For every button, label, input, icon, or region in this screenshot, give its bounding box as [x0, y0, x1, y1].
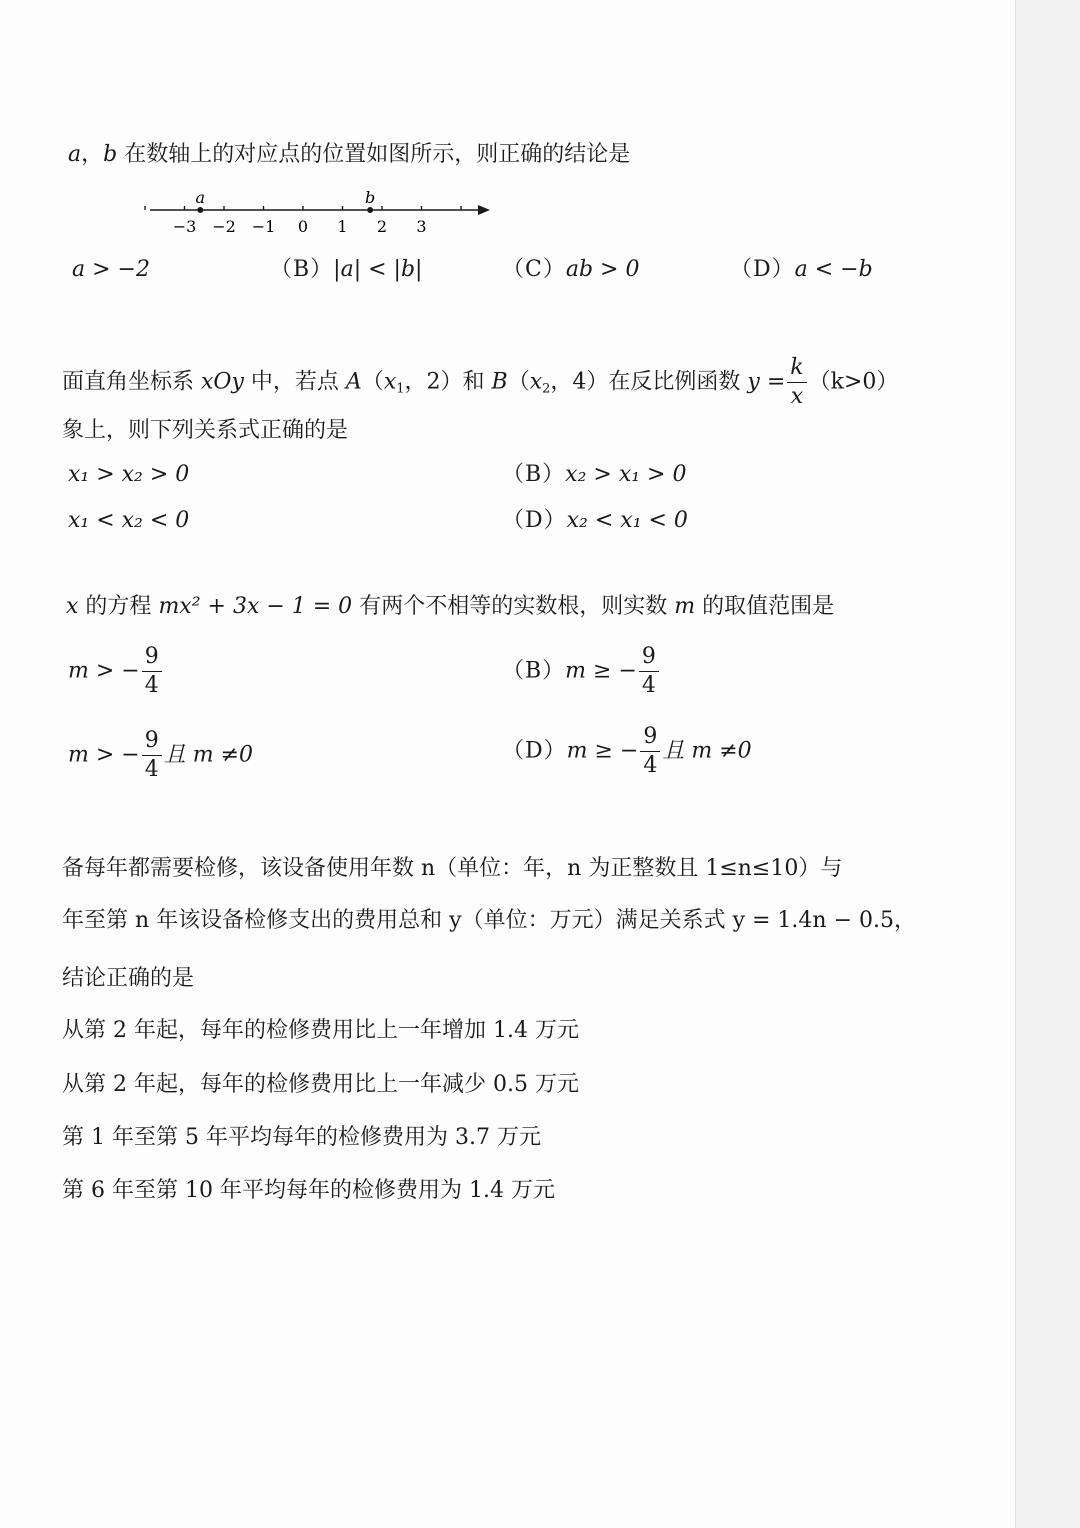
frac-num: 9 — [142, 730, 162, 756]
option-b-label: （B） — [270, 257, 334, 282]
option-d-label: （D） — [502, 508, 567, 533]
q3-option-a-text: m > − — [68, 658, 140, 684]
option-b-label: （B） — [502, 462, 566, 487]
q4-stem-line2: 年至第 n 年该设备检修支出的费用总和 y（单位：万元）满足关系式 y = 1.4n − 0.5， — [62, 908, 916, 933]
frac-den: 4 — [144, 757, 159, 782]
option-c-label: （C） — [502, 257, 566, 282]
option-d-label: （D） — [502, 738, 567, 764]
q2-option-d-text: x₂ < x₁ < 0 — [566, 508, 688, 533]
axis-tick-label: −2 — [212, 217, 236, 236]
fraction-9-over-4 — [142, 730, 162, 781]
q2-text: （ — [361, 369, 384, 395]
var-x: x — [66, 594, 79, 619]
q2-option-b-text: x₂ > x₁ > 0 — [565, 462, 687, 487]
q1-option-b — [270, 255, 422, 285]
point-a-dot — [197, 207, 203, 213]
q3-option-b-text: m ≥ − — [565, 658, 637, 684]
q3-option-c-text: m > − — [68, 742, 140, 768]
frac-num: k — [787, 357, 806, 383]
q2-option-d — [502, 506, 688, 536]
q3-option-a — [68, 646, 164, 697]
axis-tick-label: 1 — [337, 217, 348, 236]
q2-stem-line1 — [62, 357, 898, 408]
axis-tick-label: 2 — [376, 217, 388, 236]
subscript: 2 — [542, 381, 551, 397]
frac-den: x — [790, 384, 804, 409]
var-x: x — [529, 369, 543, 395]
var-a: a — [68, 142, 82, 167]
q3-text: 的方程 — [85, 594, 152, 619]
frac-num: 9 — [142, 646, 162, 672]
point-a-name: A — [345, 369, 362, 395]
q1-option-b-text: |a| < |b| — [333, 257, 423, 282]
q4-option-d: 第 6 年至第 10 年平均每年的检修费用为 1.4 万元 — [62, 1178, 555, 1203]
q3-option-c — [68, 730, 253, 781]
q1-stem-text: 在数轴上的对应点的位置如图所示，则正确的结论是 — [124, 142, 631, 167]
number-line-diagram — [140, 188, 500, 242]
q1-option-d — [730, 255, 873, 285]
func-y: y = — [747, 369, 786, 395]
point-b-name: B — [491, 369, 508, 395]
q1-option-d-text: a < −b — [794, 257, 873, 282]
axis-tick-label: 3 — [416, 217, 427, 236]
option-d-label: （D） — [730, 257, 795, 282]
var-x: x — [383, 369, 397, 395]
fraction-k-over-x — [787, 357, 806, 408]
q1-option-c-text: ab > 0 — [565, 257, 640, 282]
fraction-9-over-4 — [640, 726, 660, 777]
q2-xoy: xOy — [201, 369, 244, 395]
q4-option-c: 第 1 年至第 5 年平均每年的检修费用为 3.7 万元 — [62, 1125, 541, 1150]
var-m: m — [674, 594, 696, 619]
q2-text: 面直角坐标系 — [62, 369, 195, 395]
frac-den: 4 — [643, 753, 658, 778]
q1-option-a-text: a > −2 — [72, 257, 150, 282]
q2-text: （ — [507, 369, 530, 395]
q2-condition: （k>0） — [808, 369, 899, 395]
fraction-9-over-4 — [142, 646, 162, 697]
q3-option-c-cond: 且 m ≠0 — [163, 742, 253, 768]
var-b: b — [103, 142, 118, 167]
q4-option-b: 从第 2 年起，每年的检修费用比上一年减少 0.5 万元 — [62, 1072, 579, 1097]
q3-option-d-text: m ≥ − — [566, 738, 639, 764]
q3-option-d-cond: 且 m ≠0 — [662, 738, 752, 764]
point-b-dot — [367, 207, 373, 213]
q3-option-d — [502, 726, 752, 777]
point-b-label: b — [365, 188, 376, 207]
point-a-label: a — [195, 188, 206, 207]
axis-tick-label: −1 — [251, 217, 276, 236]
q3-option-b — [502, 646, 661, 697]
arrow-head-icon — [478, 205, 490, 215]
frac-num: 9 — [639, 646, 659, 672]
q3-text: 有两个不相等的实数根，则实数 — [359, 594, 668, 619]
q2-option-b — [502, 460, 686, 490]
comma: ， — [81, 142, 104, 167]
page-edge — [1015, 0, 1080, 1528]
q3-stem — [66, 592, 834, 622]
q4-stem-line1: 备每年都需要检修，该设备使用年数 n（单位：年，n 为正整数且 1≤n≤10）与 — [62, 856, 843, 881]
q2-text: ，4）在反比例函数 — [550, 369, 741, 395]
q2-option-c: x₁ < x₂ < 0 — [68, 508, 190, 533]
axis-tick-label: −3 — [172, 217, 197, 236]
q4-option-a: 从第 2 年起，每年的检修费用比上一年增加 1.4 万元 — [62, 1018, 579, 1043]
q2-stem-line2: 象上，则下列关系式正确的是 — [62, 418, 349, 443]
axis-tick-label: 0 — [297, 217, 309, 236]
q1-stem — [68, 140, 630, 170]
q4-stem-line3: 结论正确的是 — [62, 966, 195, 991]
q1-option-a — [72, 255, 150, 285]
subscript: 1 — [396, 381, 405, 397]
fraction-9-over-4 — [639, 646, 659, 697]
q2-text: 中，若点 — [250, 369, 339, 395]
frac-num: 9 — [640, 726, 660, 752]
option-b-label: （B） — [502, 658, 566, 684]
q2-text: ，2）和 — [404, 369, 485, 395]
q1-option-c — [502, 255, 639, 285]
frac-den: 4 — [641, 673, 656, 698]
frac-den: 4 — [144, 673, 159, 698]
q3-text: 的取值范围是 — [702, 594, 835, 619]
q3-equation: mx² + 3x − 1 = 0 — [158, 594, 353, 619]
q2-option-a: x₁ > x₂ > 0 — [68, 462, 190, 487]
